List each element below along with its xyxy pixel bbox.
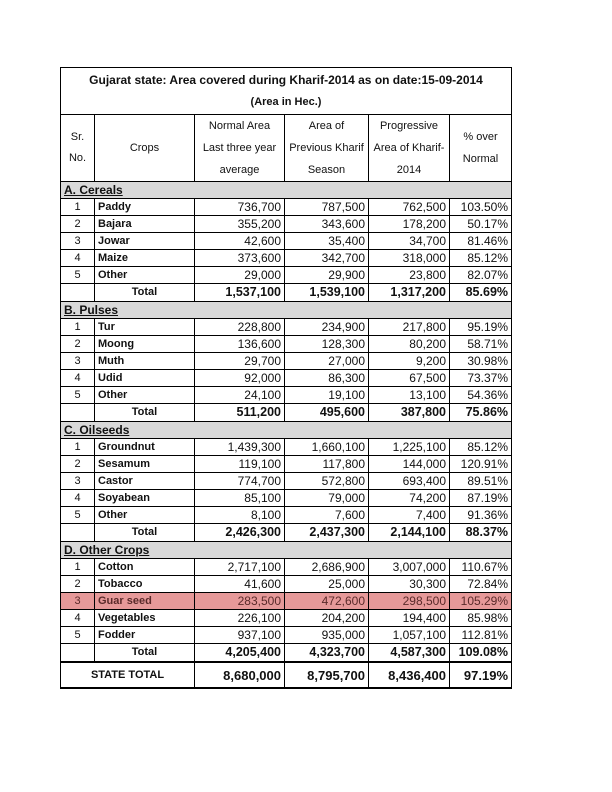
percent-over-normal: 85.98%	[450, 610, 512, 627]
table-row-highlighted	[61, 593, 512, 610]
crop-name: Fodder	[95, 627, 195, 644]
total-previous-area: 495,600	[285, 404, 369, 422]
serial-number: 2	[61, 336, 95, 353]
normal-area: 373,600	[195, 250, 285, 267]
percent-over-normal: 120.91%	[450, 456, 512, 473]
crop-name: Moong	[95, 336, 195, 353]
serial-number: 3	[61, 593, 95, 610]
table-row	[61, 370, 512, 387]
percent-over-normal: 91.36%	[450, 507, 512, 524]
header-progressive-area: Progressive Area of Kharif-2014	[369, 115, 450, 182]
percent-over-normal: 87.19%	[450, 490, 512, 507]
crop-name: Groundnut	[95, 439, 195, 456]
progressive-area: 762,500	[369, 199, 450, 216]
normal-area: 92,000	[195, 370, 285, 387]
total-normal-area: 2,426,300	[195, 524, 285, 542]
crop-name: Castor	[95, 473, 195, 490]
section-header	[61, 182, 512, 199]
progressive-area: 13,100	[369, 387, 450, 404]
progressive-area: 67,500	[369, 370, 450, 387]
normal-area: 228,800	[195, 319, 285, 336]
serial-number: 5	[61, 507, 95, 524]
table-row	[61, 627, 512, 644]
progressive-area: 30,300	[369, 576, 450, 593]
header-percent-over-normal: % over Normal	[450, 115, 512, 182]
normal-area: 42,600	[195, 233, 285, 250]
crop-name: Paddy	[95, 199, 195, 216]
percent-over-normal: 73.37%	[450, 370, 512, 387]
table-row	[61, 507, 512, 524]
normal-area: 937,100	[195, 627, 285, 644]
state-total-row	[61, 662, 512, 688]
table-row	[61, 490, 512, 507]
normal-area: 226,100	[195, 610, 285, 627]
serial-number: 3	[61, 473, 95, 490]
crop-name: Cotton	[95, 559, 195, 576]
previous-area: 35,400	[285, 233, 369, 250]
column-headers	[61, 115, 512, 182]
normal-area: 29,700	[195, 353, 285, 370]
report-title: Gujarat state: Area covered during Kharif-2014 as on date:15-09-2014	[61, 68, 512, 91]
previous-area: 29,900	[285, 267, 369, 284]
total-normal-area: 1,537,100	[195, 284, 285, 302]
percent-over-normal: 89.51%	[450, 473, 512, 490]
serial-number: 3	[61, 353, 95, 370]
previous-area: 572,800	[285, 473, 369, 490]
table-row	[61, 456, 512, 473]
serial-number: 1	[61, 439, 95, 456]
crop-area-report	[60, 67, 511, 689]
progressive-area: 1,225,100	[369, 439, 450, 456]
crop-name: Udid	[95, 370, 195, 387]
previous-area: 472,600	[285, 593, 369, 610]
header-crops: Crops	[95, 115, 195, 182]
crop-name: Maize	[95, 250, 195, 267]
previous-area: 1,660,100	[285, 439, 369, 456]
table-row	[61, 233, 512, 250]
percent-over-normal: 82.07%	[450, 267, 512, 284]
total-progressive-area: 387,800	[369, 404, 450, 422]
percent-over-normal: 103.50%	[450, 199, 512, 216]
report-unit: (Area in Hec.)	[61, 90, 512, 115]
progressive-area: 217,800	[369, 319, 450, 336]
crop-name: Guar seed	[95, 593, 195, 610]
serial-number: 4	[61, 490, 95, 507]
section-total-row	[61, 404, 512, 422]
normal-area: 355,200	[195, 216, 285, 233]
normal-area: 136,600	[195, 336, 285, 353]
normal-area: 283,500	[195, 593, 285, 610]
section-header	[61, 422, 512, 439]
previous-area: 25,000	[285, 576, 369, 593]
state-total-previous-area: 8,795,700	[285, 662, 369, 688]
total-normal-area: 511,200	[195, 404, 285, 422]
normal-area: 736,700	[195, 199, 285, 216]
total-normal-area: 4,205,400	[195, 644, 285, 663]
serial-number: 1	[61, 319, 95, 336]
normal-area: 1,439,300	[195, 439, 285, 456]
serial-number: 4	[61, 370, 95, 387]
percent-over-normal: 85.12%	[450, 250, 512, 267]
crop-name: Tur	[95, 319, 195, 336]
percent-over-normal: 58.71%	[450, 336, 512, 353]
previous-area: 2,686,900	[285, 559, 369, 576]
crop-name: Sesamum	[95, 456, 195, 473]
total-percent-over-normal: 85.69%	[450, 284, 512, 302]
progressive-area: 298,500	[369, 593, 450, 610]
previous-area: 787,500	[285, 199, 369, 216]
previous-area: 117,800	[285, 456, 369, 473]
header-sr-no: Sr. No.	[61, 115, 95, 182]
normal-area: 8,100	[195, 507, 285, 524]
progressive-area: 194,400	[369, 610, 450, 627]
progressive-area: 693,400	[369, 473, 450, 490]
total-label: Total	[95, 284, 195, 302]
serial-number: 2	[61, 456, 95, 473]
table-row	[61, 387, 512, 404]
progressive-area: 9,200	[369, 353, 450, 370]
normal-area: 24,100	[195, 387, 285, 404]
table-row	[61, 267, 512, 284]
percent-over-normal: 105.29%	[450, 593, 512, 610]
section-total-row	[61, 284, 512, 302]
table-row	[61, 250, 512, 267]
progressive-area: 7,400	[369, 507, 450, 524]
section-total-row	[61, 644, 512, 663]
previous-area: 342,700	[285, 250, 369, 267]
crop-name: Other	[95, 507, 195, 524]
normal-area: 774,700	[195, 473, 285, 490]
percent-over-normal: 95.19%	[450, 319, 512, 336]
previous-area: 7,600	[285, 507, 369, 524]
serial-number: 4	[61, 610, 95, 627]
previous-area: 79,000	[285, 490, 369, 507]
table-row	[61, 319, 512, 336]
crop-name: Tobacco	[95, 576, 195, 593]
total-progressive-area: 1,317,200	[369, 284, 450, 302]
progressive-area: 178,200	[369, 216, 450, 233]
total-percent-over-normal: 75.86%	[450, 404, 512, 422]
percent-over-normal: 72.84%	[450, 576, 512, 593]
serial-number: 1	[61, 559, 95, 576]
table-row	[61, 559, 512, 576]
header-previous-area: Area of Previous Kharif Season	[285, 115, 369, 182]
header-normal-area: Normal Area Last three year average	[195, 115, 285, 182]
total-blank	[61, 404, 95, 422]
progressive-area: 23,800	[369, 267, 450, 284]
total-blank	[61, 524, 95, 542]
previous-area: 234,900	[285, 319, 369, 336]
percent-over-normal: 85.12%	[450, 439, 512, 456]
section-header	[61, 302, 512, 319]
table-row	[61, 439, 512, 456]
total-previous-area: 1,539,100	[285, 284, 369, 302]
serial-number: 4	[61, 250, 95, 267]
total-percent-over-normal: 109.08%	[450, 644, 512, 663]
table-row	[61, 199, 512, 216]
section-title: D. Other Crops	[61, 542, 512, 559]
crop-name: Vegetables	[95, 610, 195, 627]
total-previous-area: 2,437,300	[285, 524, 369, 542]
state-total-normal-area: 8,680,000	[195, 662, 285, 688]
crop-area-table	[60, 67, 512, 689]
total-blank	[61, 644, 95, 663]
previous-area: 343,600	[285, 216, 369, 233]
table-row	[61, 610, 512, 627]
progressive-area: 34,700	[369, 233, 450, 250]
serial-number: 5	[61, 387, 95, 404]
state-total-progressive-area: 8,436,400	[369, 662, 450, 688]
serial-number: 5	[61, 267, 95, 284]
section-total-row	[61, 524, 512, 542]
progressive-area: 318,000	[369, 250, 450, 267]
serial-number: 2	[61, 576, 95, 593]
progressive-area: 74,200	[369, 490, 450, 507]
total-label: Total	[95, 644, 195, 663]
table-row	[61, 353, 512, 370]
state-total-label: STATE TOTAL	[61, 662, 195, 688]
total-progressive-area: 2,144,100	[369, 524, 450, 542]
table-row	[61, 473, 512, 490]
total-progressive-area: 4,587,300	[369, 644, 450, 663]
previous-area: 86,300	[285, 370, 369, 387]
normal-area: 85,100	[195, 490, 285, 507]
previous-area: 27,000	[285, 353, 369, 370]
section-title: C. Oilseeds	[61, 422, 512, 439]
crop-name: Jowar	[95, 233, 195, 250]
normal-area: 2,717,100	[195, 559, 285, 576]
serial-number: 5	[61, 627, 95, 644]
table-row	[61, 576, 512, 593]
previous-area: 128,300	[285, 336, 369, 353]
crop-name: Other	[95, 267, 195, 284]
previous-area: 204,200	[285, 610, 369, 627]
crop-name: Bajara	[95, 216, 195, 233]
percent-over-normal: 110.67%	[450, 559, 512, 576]
total-label: Total	[95, 524, 195, 542]
state-total-percent-over-normal: 97.19%	[450, 662, 512, 688]
percent-over-normal: 30.98%	[450, 353, 512, 370]
serial-number: 2	[61, 216, 95, 233]
progressive-area: 144,000	[369, 456, 450, 473]
previous-area: 935,000	[285, 627, 369, 644]
crop-name: Muth	[95, 353, 195, 370]
total-percent-over-normal: 88.37%	[450, 524, 512, 542]
normal-area: 29,000	[195, 267, 285, 284]
progressive-area: 3,007,000	[369, 559, 450, 576]
crop-name: Other	[95, 387, 195, 404]
progressive-area: 1,057,100	[369, 627, 450, 644]
progressive-area: 80,200	[369, 336, 450, 353]
percent-over-normal: 81.46%	[450, 233, 512, 250]
serial-number: 3	[61, 233, 95, 250]
serial-number: 1	[61, 199, 95, 216]
total-previous-area: 4,323,700	[285, 644, 369, 663]
percent-over-normal: 54.36%	[450, 387, 512, 404]
previous-area: 19,100	[285, 387, 369, 404]
percent-over-normal: 112.81%	[450, 627, 512, 644]
normal-area: 119,100	[195, 456, 285, 473]
percent-over-normal: 50.17%	[450, 216, 512, 233]
total-blank	[61, 284, 95, 302]
total-label: Total	[95, 404, 195, 422]
normal-area: 41,600	[195, 576, 285, 593]
section-title: B. Pulses	[61, 302, 512, 319]
table-row	[61, 336, 512, 353]
table-row	[61, 216, 512, 233]
crop-name: Soyabean	[95, 490, 195, 507]
section-title: A. Cereals	[61, 182, 512, 199]
section-header	[61, 542, 512, 559]
